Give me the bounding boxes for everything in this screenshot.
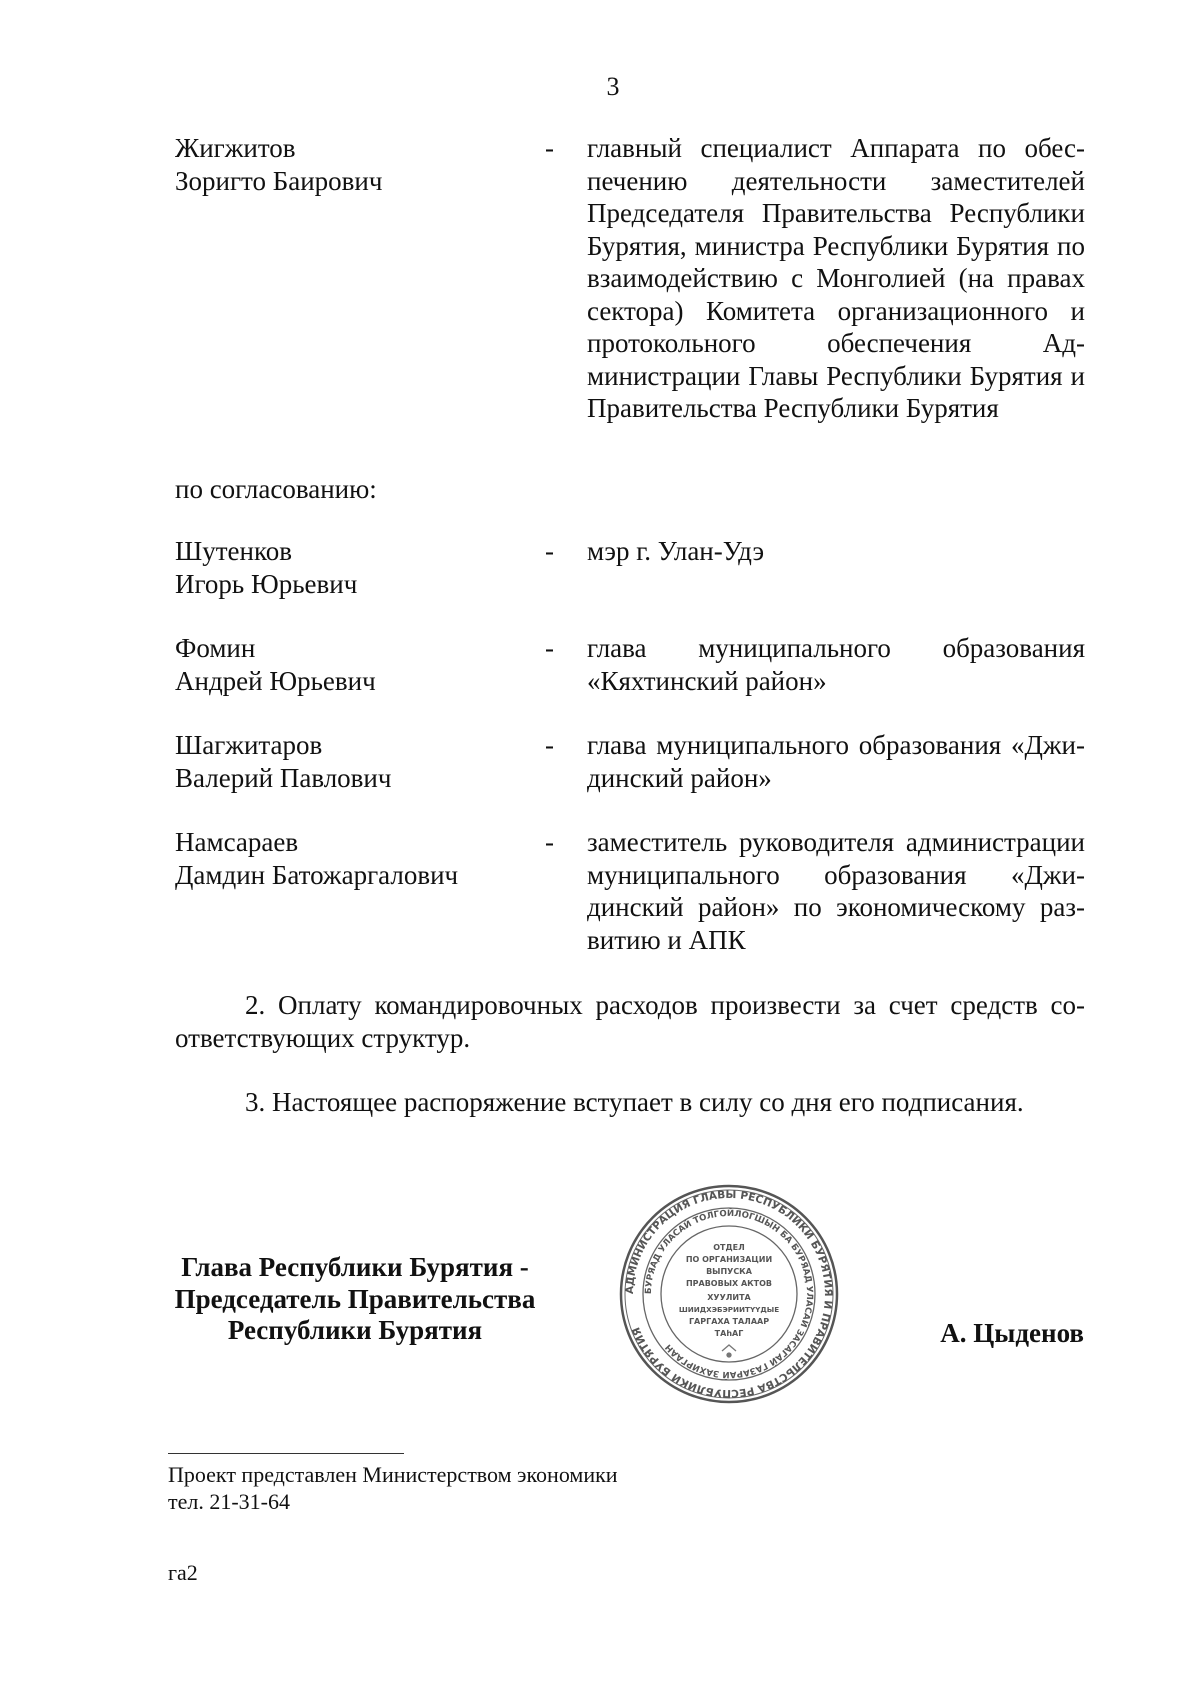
member-name: [175, 535, 545, 600]
dash: -: [545, 827, 554, 857]
stamp-center-line: ПО ОРГАНИЗАЦИИ: [685, 1255, 773, 1264]
member-role: главный специалист Аппарата по обеспечению деятельности заместителей Председателя Правительства Республики Бурятия, министра Республики Бурятия по взаимодействию с Монголией (на правах сектора) Комитета организационного и протокольного обеспечения Администрации Главы Республики Бурятия и Правительства Республики Бурятия: [587, 133, 1085, 423]
page-number: 3: [606, 72, 620, 101]
member-surname: Шутенков: [175, 536, 292, 566]
stamp-outer-text: АДМИНИСТРАЦИЯ ГЛАВЫ РЕСПУБЛИКИ БУРЯТИЯ И ПРАВИТЕЛЬСТВА РЕСПУБЛИКИ БУРЯТИЯ: [623, 1188, 835, 1400]
dash: -: [545, 133, 554, 163]
stamp-center-line: ПРАВОВЫХ АКТОВ: [685, 1279, 773, 1288]
footnote-project-line: Проект представлен Министерством экономики: [168, 1462, 618, 1487]
official-stamp-seal: [618, 1183, 840, 1405]
signer-title: [155, 1252, 555, 1347]
stamp-emblem-icon: [722, 1345, 736, 1351]
member-name: [175, 826, 545, 956]
stamp-center-line: ГАРГАХА ТАЛААР: [688, 1317, 770, 1326]
footnote-divider: [168, 1453, 404, 1454]
signer-title-line: Глава Республики Бурятия -: [181, 1252, 529, 1282]
member-role: глава муниципального образования «Кяхтинский район»: [587, 633, 1085, 696]
member-role: глава муниципального образования «Джидинский район»: [587, 730, 1085, 793]
stamp-center-line: ТАһАГ: [714, 1329, 744, 1338]
agreed-member-entry: [175, 535, 1085, 600]
member-given-names: Зоригто Баирович: [175, 165, 383, 196]
document-code: га2: [168, 1560, 198, 1585]
signer-name: А. Цыденов: [940, 1318, 1084, 1348]
member-given-names: Валерий Павлович: [175, 762, 392, 793]
member-name: [175, 632, 545, 697]
member-name: [175, 729, 545, 794]
member-role: заместитель руководителя администрации муниципального образования «Джидинский район» по экономическому развитию и АПК: [587, 827, 1085, 955]
member-role: мэр г. Улан-Удэ: [587, 536, 765, 566]
stamp-inner-text: БУРЯАД УЛАСАЙ ТОЛГОЙЛОГШЫН БА БУРЯАД УЛАСАЙ ЗАСАГАЙ ГАЗАРАЙ ЗАХИРГААН: [643, 1208, 815, 1380]
member-given-names: Игорь Юрьевич: [175, 568, 358, 599]
stamp-center-line: ОТДЕЛ: [713, 1243, 745, 1252]
member-surname: Жигжитов: [175, 133, 296, 163]
member-surname: Фомин: [175, 633, 256, 663]
signer-title-line: Председатель Правительства: [174, 1283, 536, 1314]
dash: -: [545, 730, 554, 760]
footnote: [168, 1462, 618, 1515]
member-given-names: Андрей Юрьевич: [175, 665, 376, 696]
paragraph-payment: 2. Оплату командировочных расходов произвести за счет средств соответствующих структур.: [175, 990, 1085, 1053]
agreed-member-entry: [175, 826, 1085, 956]
footnote-phone-line: тел. 21-31-64: [168, 1488, 291, 1514]
member-surname: Намсараев: [175, 827, 299, 857]
agreed-member-entry: [175, 632, 1085, 697]
agreed-member-entry: [175, 729, 1085, 794]
signer-title-line: Республики Бурятия: [227, 1315, 483, 1345]
stamp-center-line: ВЫПУСКА: [706, 1267, 752, 1276]
paragraph-effective: 3. Настоящее распоряжение вступает в силу со дня его подписания.: [245, 1087, 1024, 1117]
member-given-names: Дамдин Батожаргалович: [175, 859, 459, 890]
member-name: [175, 132, 545, 425]
dash: -: [545, 536, 554, 566]
member-surname: Шагжитаров: [175, 730, 323, 760]
member-entry: [175, 132, 1085, 425]
stamp-center-line: ШИИДХЭБЭРИИТҮҮДЫЕ: [678, 1305, 780, 1314]
dash: -: [545, 633, 554, 663]
agreement-label: по согласованию:: [175, 474, 377, 504]
stamp-center-line: ХУУЛИТА: [707, 1293, 751, 1302]
